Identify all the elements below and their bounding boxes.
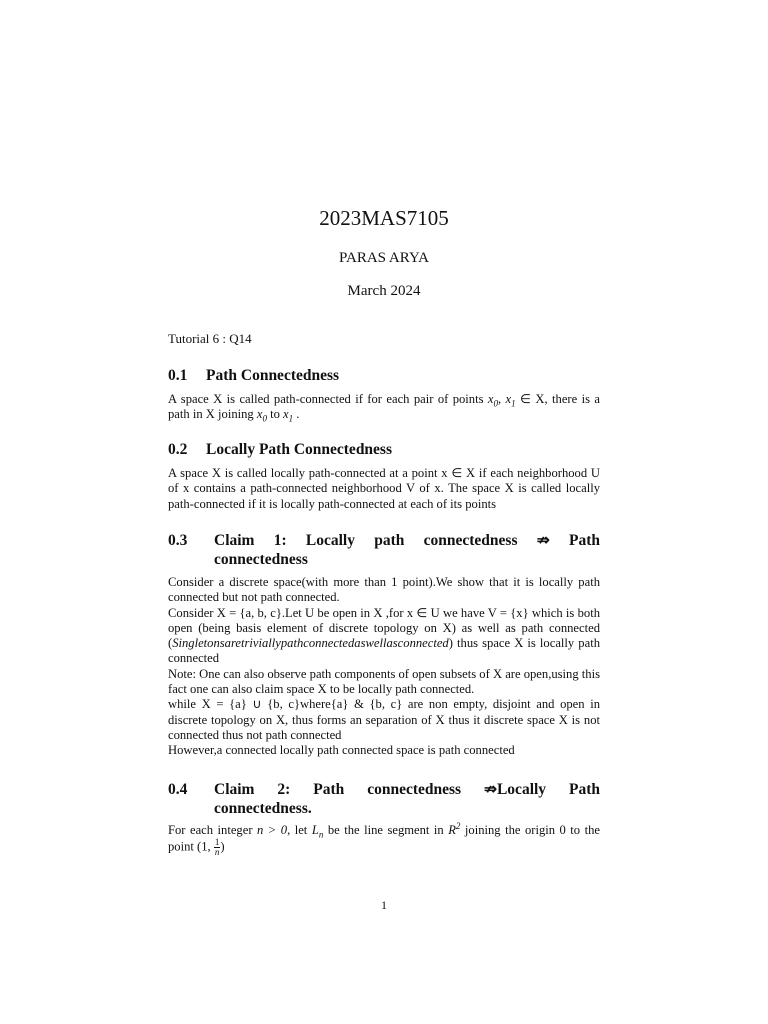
section-body-claim-1 [168, 575, 600, 759]
text-run: be the line segment in [323, 823, 449, 837]
section-body-locally-path-connectedness [168, 466, 600, 512]
math-point-close: ) [220, 839, 225, 854]
paragraph [168, 820, 600, 858]
math-n-condition: n > 0 [257, 823, 288, 837]
author-name: PARAS ARYA [339, 250, 429, 266]
text-run: ) thus space X is locally path connected [168, 636, 600, 666]
document-date: March 2024 [347, 283, 421, 299]
text-run: , let [287, 823, 312, 837]
math-R2: $R^2$ [448, 820, 461, 837]
tutorial-label: Tutorial 6 : Q14 [168, 331, 252, 346]
paragraph: However,a connected locally path connected space is path connected [168, 743, 515, 758]
paragraph: Note: One can also observe path components of open subsets of X are open,using this fact one can also claim space X to be locally path connected. [168, 666, 600, 697]
paragraph [168, 392, 600, 423]
paragraph: A space X is called locally path-connected at a point x ∈ X if each neighborhood U of x contains a path-connected neighborhood V of x. The space X is called locally path-connected if it is locally path-connected at each of its points [168, 466, 600, 511]
text-run: A space X is called path-connected if for each pair of points [168, 392, 488, 406]
section-heading-claim-1 [168, 531, 600, 569]
text-run: For each integer [168, 823, 257, 837]
section-title: Path Connectedness [206, 367, 340, 384]
section-title: Claim 2: Path connectedness ⇏Locally Path connectedness. [214, 781, 600, 817]
section-number: 0.4 [168, 781, 188, 798]
text-run: . [293, 407, 300, 422]
paragraph: while X = {a} ∪ {b, c}where{a} & {b, c} are non empty, disjoint and open in discrete topology on X, thus forms an separation of X thus it discrete space X is not connected thus not path connected [168, 697, 600, 742]
math-fraction: $\frac{1}{n}$ [214, 837, 220, 858]
math-x0-ref: $x_0$ [256, 407, 267, 424]
section-number: 0.1 [168, 367, 188, 384]
text-run: Consider X = {a, b, c}.Let U be open in X ,for x ∈ U we have V = {x} which is both open (being basis element of discrete topology on X) as well as path connected ( [168, 605, 600, 651]
document-title: 2023MAS7105 [319, 206, 449, 230]
math-x1: $x_1$ [505, 392, 516, 409]
math-x1-ref: $x_1$ [283, 407, 294, 424]
section-body-path-connectedness [168, 392, 600, 423]
section-title: Locally Path Connectedness [206, 441, 392, 458]
text-run: joining the origin 0 to the point [168, 823, 600, 854]
text-run: ∈ X, there is a path in X joining [168, 392, 600, 422]
section-number: 0.2 [168, 441, 188, 458]
text-run: to [266, 407, 284, 422]
text-run: , [498, 392, 506, 406]
section-number: 0.3 [168, 532, 188, 549]
page-number: 1 [381, 898, 387, 912]
math-Ln: $L_n$ [311, 823, 324, 840]
section-heading-locally-path-connectedness [168, 440, 600, 459]
section-heading-path-connectedness [168, 366, 600, 385]
paragraph [168, 606, 600, 667]
section-heading-claim-2 [168, 780, 600, 818]
section-title: Claim 1: Locally path connectedness ⇏ Path connectedness [214, 532, 600, 568]
section-body-claim-2 [168, 820, 600, 858]
math-italic-run: Singletonsaretriviallypathconnectedaswellasconnected [172, 636, 449, 651]
math-x0: $x_0$ [487, 392, 498, 409]
paragraph: Consider a discrete space(with more than 1 point).We show that it is locally path connected but not path connected. [168, 575, 600, 605]
math-point-open: (1, [197, 839, 214, 854]
